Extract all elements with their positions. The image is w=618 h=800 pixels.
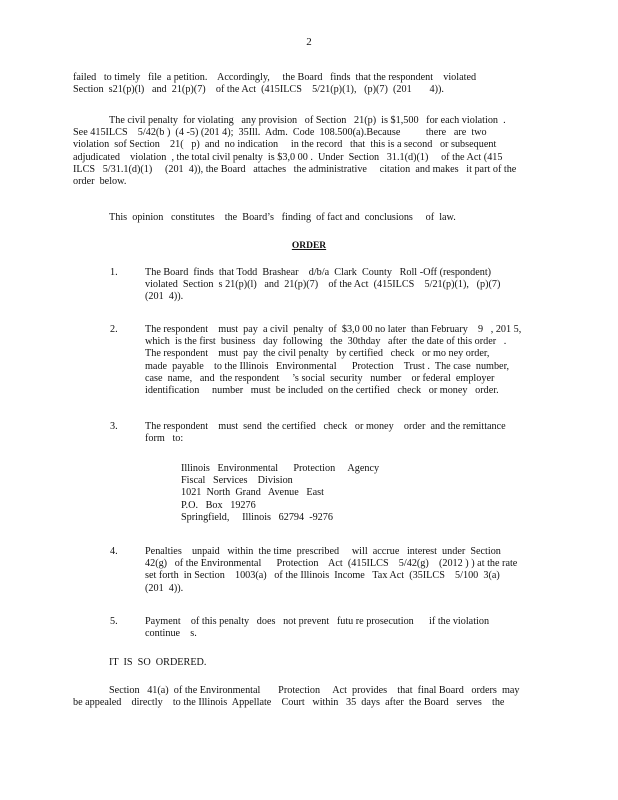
- text-line: See 415ILCS 5/42(b ) (4 -5) (201 4); 35Ill. Adm. Code 108.500(a).Because there are two: [73, 127, 487, 139]
- text-line: violated Section s 21(p)(l) and 21(p)(7) of the Act (415ILCS 5/21(p)(1), (p)(7): [145, 279, 501, 291]
- item-number: 2.: [110, 324, 118, 335]
- remittance-address: [181, 463, 379, 524]
- text-line: identification number must be included on the certified check or money order.: [145, 385, 499, 397]
- item-number: 3.: [110, 421, 118, 432]
- text-line: be appealed directly to the Illinois Appellate Court within 35 days after the Board serves the: [73, 697, 505, 709]
- text-line: Section s21(p)(l) and 21(p)(7) of the Act (415ILCS 5/21(p)(1), (p)(7) (201 4)).: [73, 84, 444, 96]
- text-line: adjudicated violation , the total civil penalty is $3,0 00 . Under Section 31.1(d)(1) of the Act (415: [73, 151, 503, 163]
- text-line: Section 41(a) of the Environmental Protection Act provides that final Board orders may: [109, 685, 520, 696]
- text-line: IT IS SO ORDERED.: [109, 657, 207, 668]
- so-ordered: [73, 657, 539, 669]
- paragraph-findings: [73, 72, 539, 96]
- text-line: 42(g) of the Environmental Protection Act (415ILCS 5/42(g) (2012 ) ) at the rate: [145, 558, 518, 570]
- address-line: Springfield, Illinois 62794 -9276: [181, 511, 333, 523]
- paragraph-civil-penalty: [73, 115, 539, 188]
- text-line: The respondent must pay the civil penalty by certified check or mo ney order,: [145, 348, 490, 360]
- order-heading: ORDER: [291, 241, 327, 251]
- address-line: P.O. Box 19276: [181, 499, 256, 511]
- address-line: Fiscal Services Division: [181, 475, 293, 487]
- text-line: form to:: [145, 433, 184, 445]
- text-line: Payment of this penalty does not prevent futu re prosecution if the violation: [145, 616, 490, 627]
- text-line: ILCS 5/31.1(d)(1) (201 4)), the Board attaches the administrative citation and makes it part of the: [73, 163, 517, 175]
- text-line: continue s.: [145, 628, 197, 640]
- text-line: made payable to the Illinois Environmental Protection Trust . The case number,: [145, 360, 510, 372]
- text-line: order below.: [73, 176, 127, 188]
- text-line: The Board finds that Todd Brashear d/b/a Clark County Roll -Off (respondent): [145, 267, 492, 278]
- text-line: The civil penalty for violating any provision of Section 21(p) is $1,500 for each violation .: [109, 115, 506, 126]
- text-line: The respondent must pay a civil penalty of $3,0 00 no later than February 9 , 201 5,: [145, 324, 522, 335]
- text-line: set forth in Section 1003(a) of the Illinois Income Tax Act (35ILCS 5/100 3(a): [145, 570, 500, 582]
- text-line: Penalties unpaid within the time prescribed will accrue interest under Section: [145, 546, 501, 557]
- address-line: 1021 North Grand Avenue East: [181, 487, 324, 499]
- paragraph-appeal: [73, 685, 539, 709]
- text-line: failed to timely file a petition. Accordingly, the Board finds that the respondent violated: [73, 72, 477, 83]
- item-number: 4.: [110, 546, 118, 557]
- text-line: (201 4)).: [145, 582, 184, 594]
- text-line: case name, and the respondent ’s social security number or federal employer: [145, 372, 495, 384]
- page-number: 2: [306, 36, 312, 48]
- text-line: The respondent must send the certified check or money order and the remittance: [145, 421, 506, 432]
- text-line: which is the first business day following the 30thday after the date of this order .: [145, 336, 507, 348]
- item-number: 5.: [110, 616, 118, 627]
- item-number: 1.: [110, 267, 118, 278]
- text-line: violation sof Section 21( p) and no indication in the record that this is a second or subsequent: [73, 139, 497, 151]
- text-line: This opinion constitutes the Board’s finding of fact and conclusions of law.: [109, 212, 456, 223]
- text-line: (201 4)).: [145, 291, 184, 303]
- paragraph-opinion: [73, 212, 539, 224]
- address-line: Illinois Environmental Protection Agency: [181, 463, 380, 474]
